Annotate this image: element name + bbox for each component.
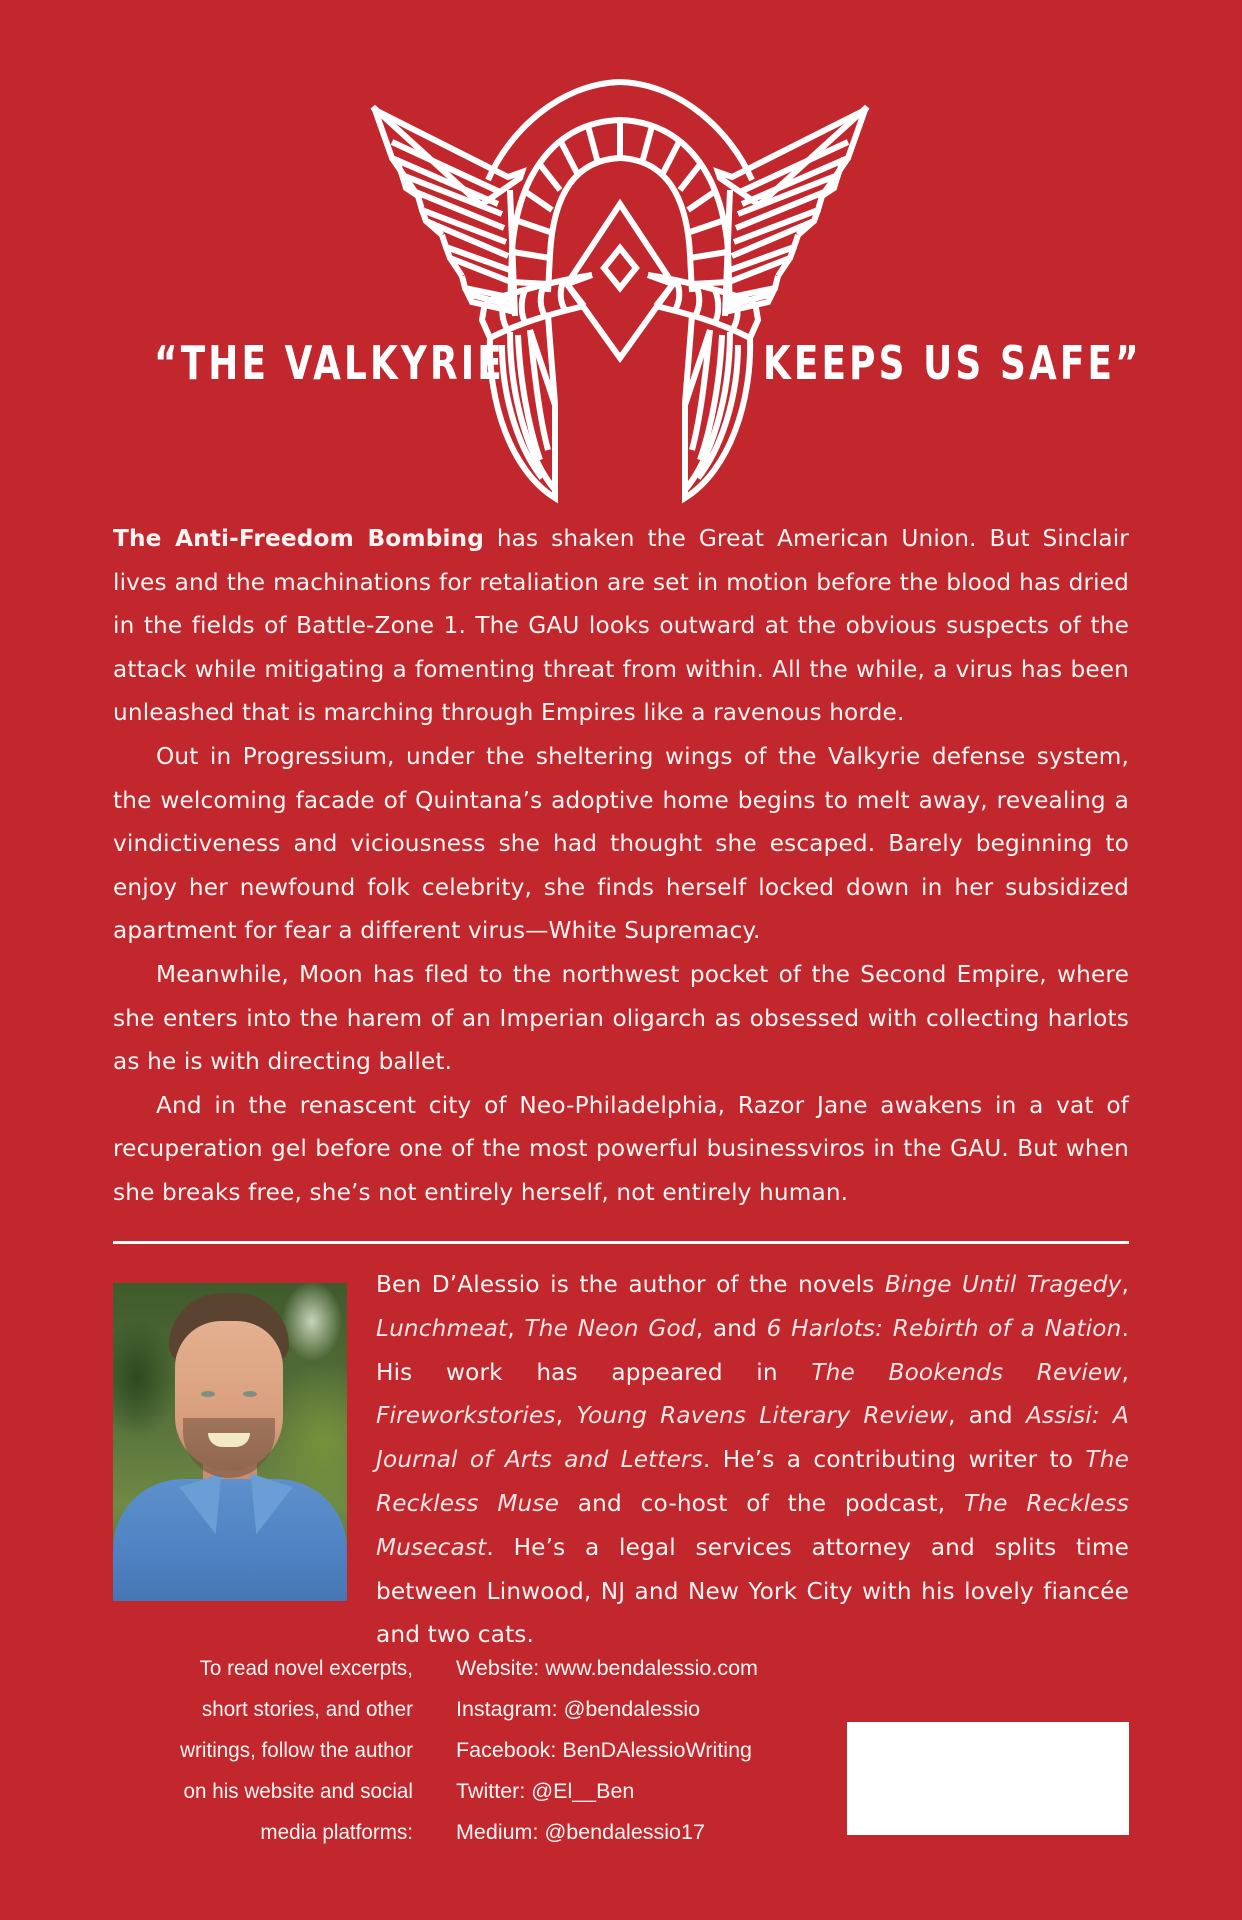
bio-title: The Bookends Review bbox=[811, 1358, 1122, 1386]
photo-eye bbox=[201, 1391, 215, 1397]
bio-text: , and bbox=[695, 1314, 767, 1342]
follow-line: short stories, and other bbox=[201, 1697, 413, 1721]
barcode-box bbox=[847, 1722, 1129, 1835]
link-website[interactable] bbox=[456, 1648, 816, 1689]
link-value[interactable]: @bendalessio bbox=[563, 1697, 701, 1721]
bio-text: Ben D’Alessio is the author of the novels bbox=[376, 1271, 885, 1298]
link-label: Medium: bbox=[456, 1820, 539, 1844]
tagline-right: KEEPS US SAFE” bbox=[763, 336, 1142, 390]
bio-text: , and bbox=[948, 1402, 1026, 1430]
link-value[interactable]: @bendalessio17 bbox=[544, 1820, 705, 1844]
link-label: Instagram: bbox=[456, 1697, 558, 1721]
bio-title: The Neon God bbox=[524, 1314, 696, 1342]
follow-author-text bbox=[113, 1648, 413, 1853]
tagline-left: “THE VALKYRIE bbox=[154, 336, 505, 390]
link-twitter[interactable] bbox=[456, 1771, 816, 1812]
link-instagram[interactable] bbox=[456, 1689, 816, 1730]
blurb-paragraph-text: has shaken the Great American Union. But Sinclair lives and the machinations for retaliation are set in motion before the blood has dried in the fields of Battle-Zone 1. The GAU looks outward at the obvious suspects of the attack while mitigating a fomenting threat from within. All the while, a virus has been unleashed that is marching through Empires like a ravenous horde. bbox=[113, 525, 1129, 727]
follow-line: on his website and social bbox=[183, 1779, 413, 1803]
bio-text: , bbox=[1121, 1271, 1130, 1298]
bio-text: . He’s a contributing writer to bbox=[702, 1446, 1086, 1474]
link-label: Facebook: bbox=[456, 1738, 557, 1762]
bio-text: and co-host of the podcast, bbox=[559, 1489, 965, 1517]
bio-title: The Reckless Musecast bbox=[376, 1489, 1129, 1561]
photo-shirt bbox=[113, 1479, 347, 1601]
bio-text: , bbox=[1121, 1358, 1129, 1386]
link-label: Twitter: bbox=[456, 1779, 526, 1803]
bio-title: The Reckless Muse bbox=[376, 1446, 1129, 1517]
bio-title: 6 Harlots: Rebirth of a Nation bbox=[766, 1314, 1122, 1342]
book-blurb bbox=[113, 517, 1129, 1215]
link-medium[interactable] bbox=[456, 1812, 816, 1853]
section-divider bbox=[113, 1241, 1129, 1244]
bio-title: Young Ravens Literary Review bbox=[576, 1402, 949, 1430]
author-bio bbox=[376, 1263, 1129, 1657]
follow-line: writings, follow the author bbox=[180, 1738, 413, 1762]
bio-title: Fireworkstories bbox=[376, 1402, 556, 1430]
blurb-lead-bold: The Anti-Freedom Bombing bbox=[113, 525, 484, 552]
link-value[interactable]: www.bendalessio.com bbox=[545, 1656, 758, 1680]
blurb-paragraph bbox=[113, 517, 1129, 735]
blurb-paragraph: Out in Progressium, under the sheltering wings of the Valkyrie defense system, the welcoming facade of Quintana’s adoptive home begins to melt away, revealing a vindictiveness and viciousness she had thought she escaped. Barely beginning to enjoy her newfound folk celebrity, she finds herself locked down in her subsidized apartment for fear a different virus—White Supremacy. bbox=[113, 742, 1129, 945]
follow-line: media platforms: bbox=[260, 1820, 413, 1844]
photo-beard bbox=[183, 1418, 275, 1478]
link-label: Website: bbox=[456, 1656, 540, 1680]
bio-text: . His work has appeared in bbox=[376, 1314, 1129, 1386]
blurb-paragraph: And in the renascent city of Neo-Philadelphia, Razor Jane awakens in a vat of recuperation gel before one of the most powerful businessviros in the GAU. But when she breaks free, she’s not entirely herself, not entirely human. bbox=[113, 1091, 1129, 1206]
bio-title: Binge Until Tragedy bbox=[884, 1271, 1122, 1298]
bio-title: Assisi: A Journal of Arts and Letters bbox=[376, 1402, 1129, 1474]
bio-text: . He’s a legal services attorney and splits time between Linwood, NJ and New York City with his lovely fiancée and two cats. bbox=[376, 1533, 1129, 1649]
author-photo bbox=[113, 1283, 347, 1601]
valkyrie-winged-helmet-icon bbox=[370, 80, 870, 500]
author-links bbox=[456, 1648, 816, 1853]
bio-text: , bbox=[555, 1402, 577, 1430]
link-facebook[interactable] bbox=[456, 1730, 816, 1771]
bio-title: Lunchmeat bbox=[376, 1314, 508, 1342]
link-value[interactable]: @El__Ben bbox=[531, 1779, 635, 1803]
follow-line: To read novel excerpts, bbox=[199, 1656, 413, 1680]
link-value[interactable]: BenDAlessioWriting bbox=[562, 1738, 752, 1762]
photo-eye bbox=[243, 1391, 257, 1397]
valkyrie-emblem bbox=[370, 80, 870, 500]
bio-text: , bbox=[507, 1314, 525, 1342]
blurb-paragraph: Meanwhile, Moon has fled to the northwest pocket of the Second Empire, where she enters into the harem of an Imperian oligarch as obsessed with collecting harlots as he is with directing ballet. bbox=[113, 960, 1129, 1076]
